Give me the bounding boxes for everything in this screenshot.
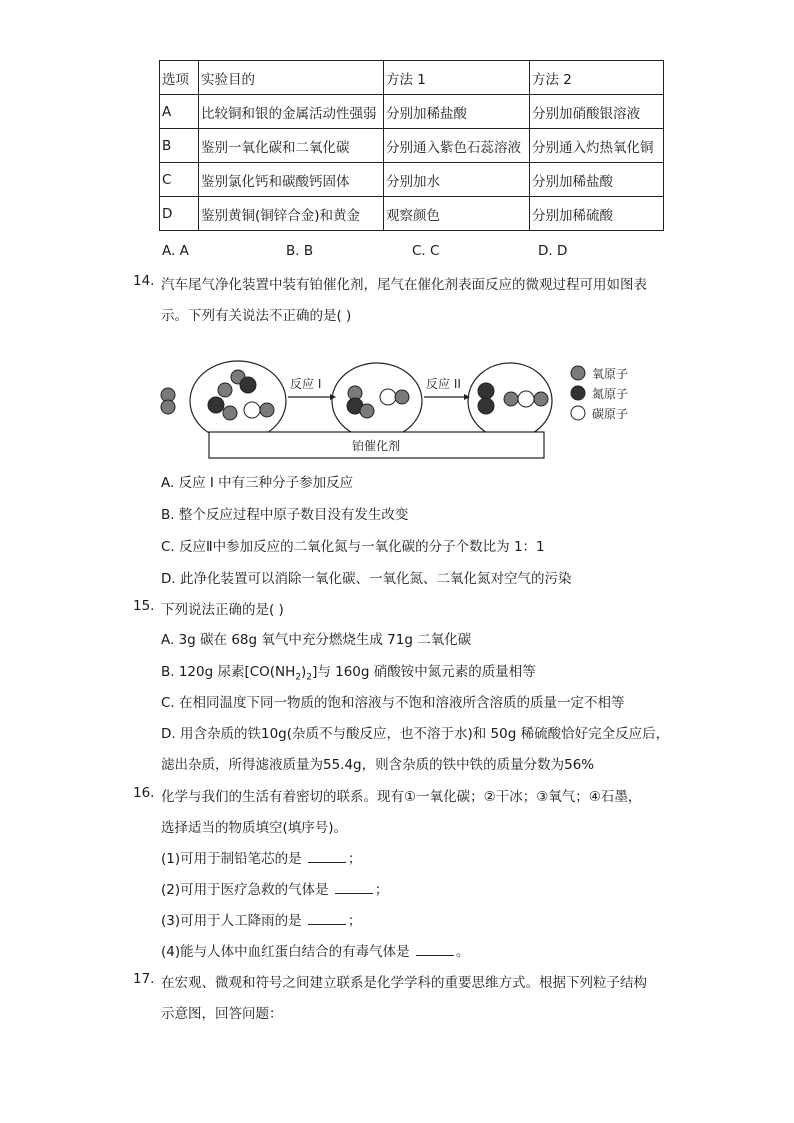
catalyst-label: 铂催化剂 <box>351 439 401 453</box>
q14-stem-line2: 示。下列有关说法不正确的是( ) <box>161 308 352 324</box>
table-cell: 分别加稀硫酸 <box>530 197 664 231</box>
table-cell: 观察颜色 <box>384 197 530 231</box>
legend-nitrogen-icon <box>571 386 585 400</box>
q15-option-b[interactable] <box>161 660 536 683</box>
q16-item-end: ； <box>347 851 362 867</box>
legend-nitrogen-label: 氮原子 <box>592 387 629 401</box>
q15-b-text: ) <box>301 664 307 680</box>
table-cell: 鉴别氯化钙和碳酸钙固体 <box>199 163 384 197</box>
q15-b-text: B. 120g 尿素[CO(NH <box>161 664 296 680</box>
oxygen-atom <box>504 392 518 406</box>
q15-number: 15. <box>133 598 155 614</box>
legend-carbon-label: 碳原子 <box>592 407 629 421</box>
header-cell: 方法 2 <box>530 61 664 95</box>
answer-blank[interactable] <box>416 943 454 956</box>
q14-stem-line1: 汽车尾气净化装置中装有铂催化剂，尾气在催化剂表面反应的微观过程可用如图表 <box>161 277 647 293</box>
q13-table <box>159 60 664 231</box>
header-cell: 选项 <box>160 61 199 95</box>
q16-item-3 <box>161 909 361 929</box>
q16-item-text: (2)可用于医疗急救的气体是 <box>161 882 329 898</box>
answer-blank[interactable] <box>308 912 346 925</box>
carbon-atom <box>380 389 396 405</box>
q13-option-b[interactable]: B. B <box>286 243 314 259</box>
answer-blank[interactable] <box>308 850 346 863</box>
answer-blank[interactable] <box>335 881 373 894</box>
table-cell: B <box>160 129 199 163</box>
q16-stem-line1: 化学与我们的生活有着密切的联系。现有①一氧化碳；②干冰；③氧气；④石墨， <box>161 789 642 805</box>
q16-item-end: 。 <box>455 944 470 960</box>
nitrogen-atom <box>240 377 256 393</box>
q16-item-end: ； <box>347 913 362 929</box>
nitrogen-atom <box>478 383 494 399</box>
q17-number: 17. <box>133 971 155 987</box>
table-cell: A <box>160 95 199 129</box>
q15-option-d[interactable]: D. 用含杂质的铁10g(杂质不与酸反应，也不溶于水)和 50g 稀硫酸恰好完全反应后， <box>161 726 670 742</box>
q15-stem: 下列说法正确的是( ) <box>161 602 284 618</box>
table-cell: 分别加稀盐酸 <box>530 163 664 197</box>
table-row <box>160 163 664 197</box>
table-cell: D <box>160 197 199 231</box>
oxygen-atom <box>395 390 409 404</box>
oxygen-atom <box>534 392 548 406</box>
q16-item-text: (4)能与人体中血红蛋白结合的有毒气体是 <box>161 944 410 960</box>
q15-option-d-cont: 滤出杂质，所得滤液质量为55.4g，则含杂质的铁中铁的质量分数为56% <box>161 757 595 773</box>
q17-stem-line2: 示意图，回答问题： <box>161 1006 283 1022</box>
q14-option-d[interactable]: D. 此净化装置可以消除一氧化碳、一氧化氮、二氧化氮对空气的污染 <box>161 571 572 587</box>
table-cell: 分别加水 <box>384 163 530 197</box>
table-cell: 鉴别黄铜(铜锌合金)和黄金 <box>199 197 384 231</box>
table-header-row <box>160 61 664 95</box>
oxygen-atom <box>161 400 175 414</box>
q16-item-2 <box>161 878 388 898</box>
header-cell: 实验目的 <box>199 61 384 95</box>
q13-option-d[interactable]: D. D <box>538 243 568 259</box>
oxygen-atom <box>360 404 374 418</box>
nitrogen-atom <box>478 398 494 414</box>
reaction-zone-2 <box>332 363 422 439</box>
header-cell: 方法 1 <box>384 61 530 95</box>
q16-item-text: (1)可用于制铅笔芯的是 <box>161 851 302 867</box>
table-cell: 分别加硝酸银溶液 <box>530 95 664 129</box>
q14-option-a[interactable]: A. 反应 I 中有三种分子参加反应 <box>161 475 354 491</box>
q14-option-b[interactable]: B. 整个反应过程中原子数目没有发生改变 <box>161 507 409 523</box>
table-cell: 比较铜和银的金属活动性强弱 <box>199 95 384 129</box>
oxygen-atom <box>218 383 232 397</box>
q14-number: 14. <box>133 273 155 289</box>
legend-oxygen-icon <box>571 366 585 380</box>
oxygen-atom <box>260 403 274 417</box>
q16-stem-line2: 选择适当的物质填空(填序号)。 <box>161 820 348 836</box>
table-cell: 分别通入紫色石蕊溶液 <box>384 129 530 163</box>
q16-item-text: (3)可用于人工降雨的是 <box>161 913 302 929</box>
q15-option-a[interactable]: A. 3g 碳在 68g 氧气中充分燃烧生成 71g 二氧化碳 <box>161 632 472 648</box>
legend-oxygen-label: 氧原子 <box>592 367 629 381</box>
table-row <box>160 95 664 129</box>
q13-option-a[interactable]: A. A <box>162 243 189 259</box>
table-row <box>160 197 664 231</box>
q16-item-1 <box>161 847 361 867</box>
arrow-1-label: 反应 I <box>290 377 322 391</box>
q13-option-c[interactable]: C. C <box>412 243 440 259</box>
table-cell: 分别加稀盐酸 <box>384 95 530 129</box>
oxygen-atom <box>223 406 237 420</box>
table-cell: 鉴别一氧化碳和二氧化碳 <box>199 129 384 163</box>
q15-b-text: ]与 160g 硝酸铵中氮元素的质量相等 <box>312 664 536 680</box>
table-cell: C <box>160 163 199 197</box>
table-cell: 分别通入灼热氧化铜 <box>530 129 664 163</box>
subscript: 2 <box>306 672 313 683</box>
q16-number: 16. <box>133 785 155 801</box>
carbon-atom <box>518 391 534 407</box>
q16-item-end: ； <box>374 882 389 898</box>
legend-carbon-icon <box>571 406 585 420</box>
q14-option-c[interactable]: C. 反应Ⅱ中参加反应的二氧化氮与一氧化碳的分子个数比为 1：1 <box>161 539 545 555</box>
nitrogen-atom <box>208 397 224 413</box>
reaction-diagram <box>150 355 650 463</box>
q17-stem-line1: 在宏观、微观和符号之间建立联系是化学学科的重要思维方式。根据下列粒子结构 <box>161 975 647 991</box>
table-row <box>160 129 664 163</box>
carbon-atom <box>244 402 260 418</box>
q16-item-4 <box>161 940 469 960</box>
arrow-2-label: 反应 II <box>426 377 461 391</box>
q15-option-c[interactable]: C. 在相同温度下同一物质的饱和溶液与不饱和溶液所含溶质的质量一定不相等 <box>161 695 625 711</box>
subscript: 2 <box>295 672 302 683</box>
